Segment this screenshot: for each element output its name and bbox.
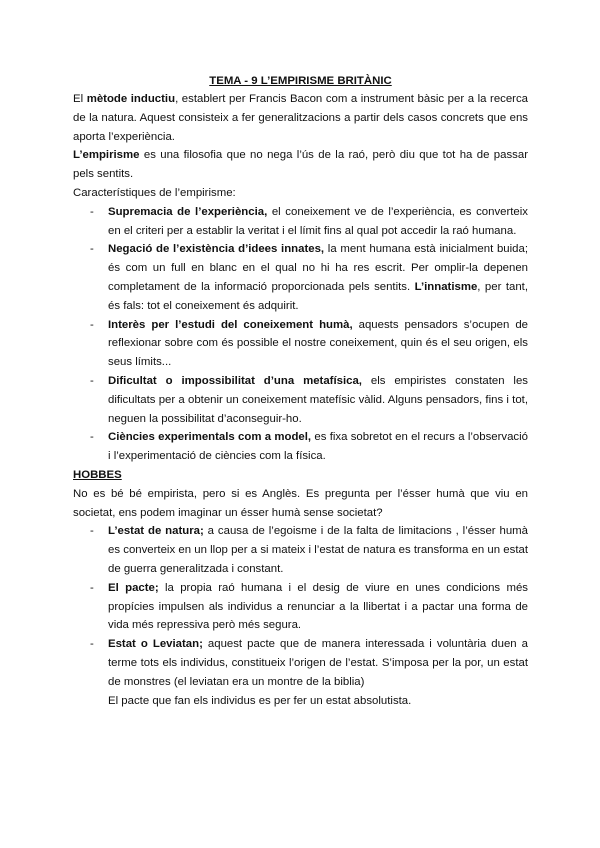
list-item (73, 203, 528, 241)
text: , establert per Francis Bacon com a instrument bàsic per a la recerca de la natura. Aquest consisteix a fer generalitzacions a partir dels casos concrets que ens aporta l’experiència. (73, 93, 529, 143)
bold-term: mètode inductiu (86, 93, 176, 105)
bullet-dash: - (90, 374, 94, 387)
bold-term: Interès per l’estudi del coneixement humà, (108, 318, 353, 331)
characteristics-list (73, 203, 528, 466)
list-item (73, 240, 528, 315)
bullet-dash: - (90, 205, 94, 218)
bold-term: L’estat de natura; (108, 525, 204, 538)
page-title: TEMA - 9 L’EMPIRISME BRITÀNIC (209, 75, 392, 87)
section-heading-hobbes: HOBBES (73, 468, 122, 481)
hobbes-intro: No es bé bé empirista, pero si es Anglès. Es pregunta per l’ésser humà que viu en societat, ens podem imaginar un ésser humà sense societat? (73, 487, 528, 519)
list-item-continuation: El pacte que fan els individus es per fer un estat absolutista. (108, 694, 412, 707)
text: , per tant, és fals: tot el coneixement és adquirit. (108, 280, 528, 312)
list-item (73, 579, 528, 635)
document-page (73, 72, 528, 710)
list-item (73, 428, 528, 466)
bullet-dash: - (90, 581, 94, 594)
text: a causa de l’egoisme i de la falta de limitacions , l’ésser humà es converteix en un llop per a si mateix i l’estat de natura es transforma en un estat de guerra generalitzada i constant. (108, 525, 528, 575)
bold-term: L’innatisme (414, 280, 478, 293)
bullet-dash: - (90, 243, 94, 256)
text: la propia raó humana i el desig de viure en unes condicions més propícies impulsen als individus a renunciar a la llibertat i a pactar una forma de vida més repressiva però més segura. (108, 581, 528, 632)
bold-term: Supremacia de l’experiència, (108, 205, 268, 218)
text: la ment humana està inicialment buida; és com un full en blanc en el qual no hi ha res escrit. Per omplir-la depenen completament de la informació proporcionada pels sentits. (108, 243, 528, 293)
intro-paragraph-empiricism (73, 146, 528, 184)
bold-term: El pacte; (108, 581, 159, 594)
text: aquest pacte que de manera interessada i voluntària duen a terme tots els individus, constitueix l’origen de l’estat. S’imposa per la por, un estat de monstres (el leviatan era un montre de la biblia) (108, 638, 528, 688)
bullet-dash: - (90, 525, 94, 538)
list-item (73, 372, 528, 428)
list-item (73, 316, 528, 372)
text: els empiristes constaten les dificultats per a obtenir un coneixement matefísic vàlid. Alguns pensadors, fins i tot, neguen la possibilitat d’aconseguir-ho. (108, 374, 528, 425)
text: es una filosofia que no nega l’ús de la raó, però diu que tot ha de passar pels sentits. (73, 149, 528, 181)
bold-term: Estat o Leviatan; (108, 638, 203, 651)
text: aquests pensadors s’ocupen de reflexionar sobre com és possible el nostre coneixement, quin és el seu origen, els seus límits... (108, 318, 528, 369)
hobbes-list (73, 522, 528, 710)
bullet-dash: - (90, 638, 94, 651)
bold-term: L’empirisme (73, 149, 140, 162)
bold-term: Negació de l’existència d’idees innates, (108, 243, 325, 256)
text: el coneixement ve de l’experiència, es converteix en el criteri per a establir la veritat i el límit fins al qual pot accedir la raó humana. (108, 205, 528, 237)
bullet-dash: - (90, 318, 94, 331)
bold-term: Dificultat o impossibilitat d’una metafísica, (108, 374, 362, 387)
bold-term: Ciències experimentals com a model, (108, 431, 312, 444)
list-item (73, 635, 528, 710)
text: El (73, 93, 87, 105)
bullet-dash: - (90, 431, 94, 444)
list-item (73, 522, 528, 578)
intro-paragraph-inductive (73, 90, 528, 146)
text: es fixa sobretot en el recurs a l’observació i l’experimentació de ciències com la física. (108, 431, 528, 463)
characteristics-heading: Característiques de l’empirisme: (73, 186, 236, 199)
